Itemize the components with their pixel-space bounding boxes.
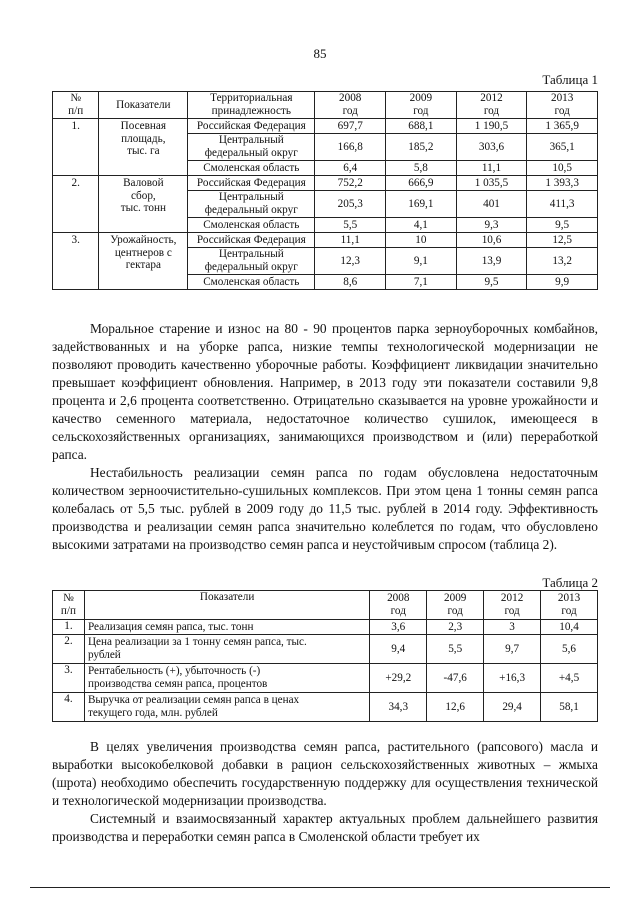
table2-cell-num: 4. [53,693,85,722]
table1-cell-region: Центральный федеральный округ [188,248,315,275]
table2-cell-value: +29,2 [370,664,427,693]
table1-cell-value: 9,3 [456,218,527,233]
footer-divider [30,887,610,888]
table2-header-indicator: Показатели [84,591,369,620]
table2-cell-value: -47,6 [427,664,484,693]
table2-cell-num: 3. [53,664,85,693]
table1-cell-region: Российская Федерация [188,233,315,248]
table1-header-year: 2013 год [527,92,598,119]
table2-cell-label: Рентабельность (+), убыточность (-) производства семян рапса, процентов [84,664,369,693]
table1-header-year: 2012 год [456,92,527,119]
table2-cell-label: Реализация семян рапса, тыс. тонн [84,620,369,635]
table1-cell-value: 7,1 [386,275,457,290]
table2-cell-value: +4,5 [541,664,598,693]
page-number: 85 [313,46,327,61]
table1-cell-value: 9,9 [527,275,598,290]
table1-cell-value: 11,1 [456,161,527,176]
table1-cell-value: 10 [386,233,457,248]
table1-cell-indicator: Посевная площадь, тыс. га [99,119,188,176]
table1-cell-num: 3. [53,233,99,290]
table1-cell-value: 697,7 [315,119,386,134]
table1-cell-value: 4,1 [386,218,457,233]
table2-cell-num: 1. [53,620,85,635]
table1-header-indicator: Показатели [99,92,188,119]
table2-cell-label: Выручка от реализации семян рапса в ценах текущего года, млн. рублей [84,693,369,722]
table2-cell-value: 58,1 [541,693,598,722]
table2-row [53,664,598,693]
table1-cell-region: Центральный федеральный округ [188,134,315,161]
table2-row [53,693,598,722]
table1-header-row [53,92,598,119]
table1-header-year: 2009 год [386,92,457,119]
table1-cell-value: 169,1 [386,191,457,218]
table1-cell-value: 1 190,5 [456,119,527,134]
table2-row [53,635,598,664]
table2-cell-num: 2. [53,635,85,664]
table1-cell-value: 205,3 [315,191,386,218]
table2-cell-value: 9,4 [370,635,427,664]
table1-cell-indicator: Урожайность, центнеров с гектара [99,233,188,290]
table1-caption: Таблица 1 [542,72,598,87]
table1-cell-value: 12,3 [315,248,386,275]
table1-cell-value: 12,5 [527,233,598,248]
table1-cell-value: 1 365,9 [527,119,598,134]
table1-cell-value: 9,5 [527,218,598,233]
table1-header-num: № п/п [53,92,99,119]
table1-cell-value: 5,8 [386,161,457,176]
table1-cell-region: Смоленская область [188,275,315,290]
table1-cell-num: 1. [53,119,99,176]
table1-cell-value: 8,6 [315,275,386,290]
table1-cell-value: 5,5 [315,218,386,233]
table1-cell-region: Смоленская область [188,218,315,233]
table1-cell-value: 10,6 [456,233,527,248]
table1-row [53,233,598,248]
paragraph: Моральное старение и износ на 80 - 90 процентов парка зерноуборочных комбайнов, задействованных и на уборке рапса, низкие темпы технологической модернизации не позволяют проводить качественно уборочные работы. Коэффициент ликвидации значительно превышает коэффициент обновления. Например, в 2013 году эти показатели составили 9,8 процента и 2,6 процента соответственно. Отрицательно сказывается на уровне урожайности и качество семенного материала, недостаточное количество сушилок, имеющееся в сельскохозяйственных организациях, занимающихся производством и (или) переработкой рапса. [52,321,598,462]
table2-cell-value: 34,3 [370,693,427,722]
table1-cell-region: Российская Федерация [188,119,315,134]
table1-cell-value: 411,3 [527,191,598,218]
table2-cell-value: 10,4 [541,620,598,635]
paragraph: Нестабильность реализации семян рапса по годам обусловлена недостаточным количеством зерноочистительно-сушильных комплексов. При этом цена 1 тонны семян рапса колебалась от 5,5 тыс. рублей в 2009 году до 11,5 тыс. рублей в 2014 году. Эффективность производства и реализации семян рапса значительно колеблется по годам, что обусловлено высокими затратами на производство семян рапса и неустойчивым спросом (таблица 2). [52,465,598,552]
table2-header-year: 2013 год [541,591,598,620]
table2-header-year: 2008 год [370,591,427,620]
table1-cell-indicator: Валовой сбор, тыс. тонн [99,176,188,233]
table1-row [53,119,598,134]
table1-row [53,176,598,191]
table2-cell-value: 29,4 [484,693,541,722]
table2-header-year: 2009 год [427,591,484,620]
table1-cell-value: 185,2 [386,134,457,161]
table2-cell-value: 3 [484,620,541,635]
table1-cell-value: 303,6 [456,134,527,161]
table2 [52,590,598,722]
table1-cell-region: Смоленская область [188,161,315,176]
table1-cell-value: 9,5 [456,275,527,290]
table2-cell-value: 12,6 [427,693,484,722]
table1-cell-value: 6,4 [315,161,386,176]
table1-cell-value: 688,1 [386,119,457,134]
table2-cell-value: +16,3 [484,664,541,693]
table1-cell-value: 401 [456,191,527,218]
table1-cell-value: 10,5 [527,161,598,176]
text-block-1 [52,320,598,554]
table1-cell-value: 13,2 [527,248,598,275]
table1-cell-value: 1 393,3 [527,176,598,191]
table1-cell-region: Центральный федеральный округ [188,191,315,218]
table2-cell-value: 5,5 [427,635,484,664]
table2-cell-value: 5,6 [541,635,598,664]
table2-cell-value: 3,6 [370,620,427,635]
table2-cell-value: 9,7 [484,635,541,664]
text-block-2 [52,738,598,846]
table2-header-row [53,591,598,620]
table1-cell-num: 2. [53,176,99,233]
table1-cell-value: 9,1 [386,248,457,275]
table1-cell-value: 666,9 [386,176,457,191]
table2-caption: Таблица 2 [542,575,598,590]
table1-header-year: 2008 год [315,92,386,119]
table1-cell-value: 1 035,5 [456,176,527,191]
paragraph: Системный и взаимосвязанный характер актуальных проблем дальнейшего развития производства и переработки семян рапса в Смоленской области требует их [52,811,598,844]
table2-header-year: 2012 год [484,591,541,620]
table1-header-territory: Территориальная принадлежность [188,92,315,119]
table2-row [53,620,598,635]
table1-cell-region: Российская Федерация [188,176,315,191]
paragraph: В целях увеличения производства семян рапса, растительного (рапсового) масла и выработки высокобелковой добавки в рацион сельскохозяйственных животных – жмыха (шрота) необходимо обеспечить государственную поддержку для осуществления технической и технологической модернизации производства. [52,739,598,808]
table1-cell-value: 752,2 [315,176,386,191]
table1 [52,91,598,290]
table2-cell-value: 2,3 [427,620,484,635]
table2-header-num: № п/п [53,591,85,620]
table1-cell-value: 13,9 [456,248,527,275]
table2-cell-label: Цена реализации за 1 тонну семян рапса, тыс. рублей [84,635,369,664]
table1-cell-value: 365,1 [527,134,598,161]
table1-cell-value: 11,1 [315,233,386,248]
table1-cell-value: 166,8 [315,134,386,161]
